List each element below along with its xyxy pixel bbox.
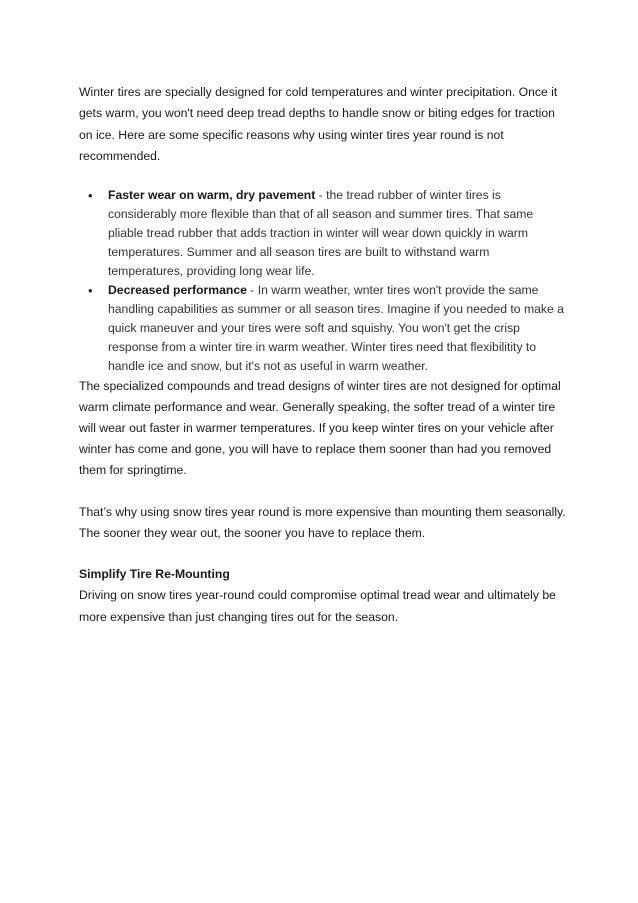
cost-paragraph: That’s why using snow tires year round is more expensive than mounting them seasonally. The sooner they wear out, the sooner you have to replace them.: [79, 504, 566, 541]
section-heading: Simplify Tire Re-Mounting: [79, 567, 230, 582]
list-item-text: - In warm weather, wnter tires won't provide the same handling capabilities as summer or all season tires. Imagine if you needed to make a quick maneuver and your tires were soft and squishy. You won't get the crisp response from a winter tire in warm weather. Winter tires need that flexibilitity to handle ice and snow, but it's not as useful in warm weather.: [108, 282, 564, 373]
remounting-paragraph: Driving on snow tires year-round could compromise optimal tread wear and ultimately be more expensive than just changing tires out for the season.: [79, 588, 556, 624]
list-item-text: - the tread rubber of winter tires is considerably more flexible than that of all season and summer tires. That same pliable tread rubber that adds traction in winter will wear down quickly in warm temperatures. Summer and all season tires are built to withstand warm temperatures, providing long wear life.: [108, 187, 534, 278]
list-item: [79, 186, 567, 281]
reasons-list: [79, 186, 567, 376]
intro-paragraph: Winter tires are specially designed for cold temperatures and winter precipitation. Once it gets warm, you won't need deep tread depths to handle snow or biting edges for traction on ice. Here are some specific reasons why using winter tires year round is not recommended.: [79, 85, 558, 164]
document-body: [79, 82, 567, 628]
bullet-icon: •: [88, 282, 93, 298]
list-item-lead: Faster wear on warm, dry pavement: [108, 187, 316, 202]
list-item: [79, 281, 567, 376]
list-item-lead: Decreased performance: [108, 282, 247, 297]
compounds-paragraph: The specialized compounds and tread designs of winter tires are not designed for optimal warm climate performance and wear. Generally speaking, the softer tread of a winter tire will wear out faster in warmer temperatures. If you keep winter tires on your vehicle after winter has come and gone, you will have to replace them sooner than had you removed them for springtime.: [79, 378, 561, 478]
bullet-icon: •: [88, 187, 93, 203]
